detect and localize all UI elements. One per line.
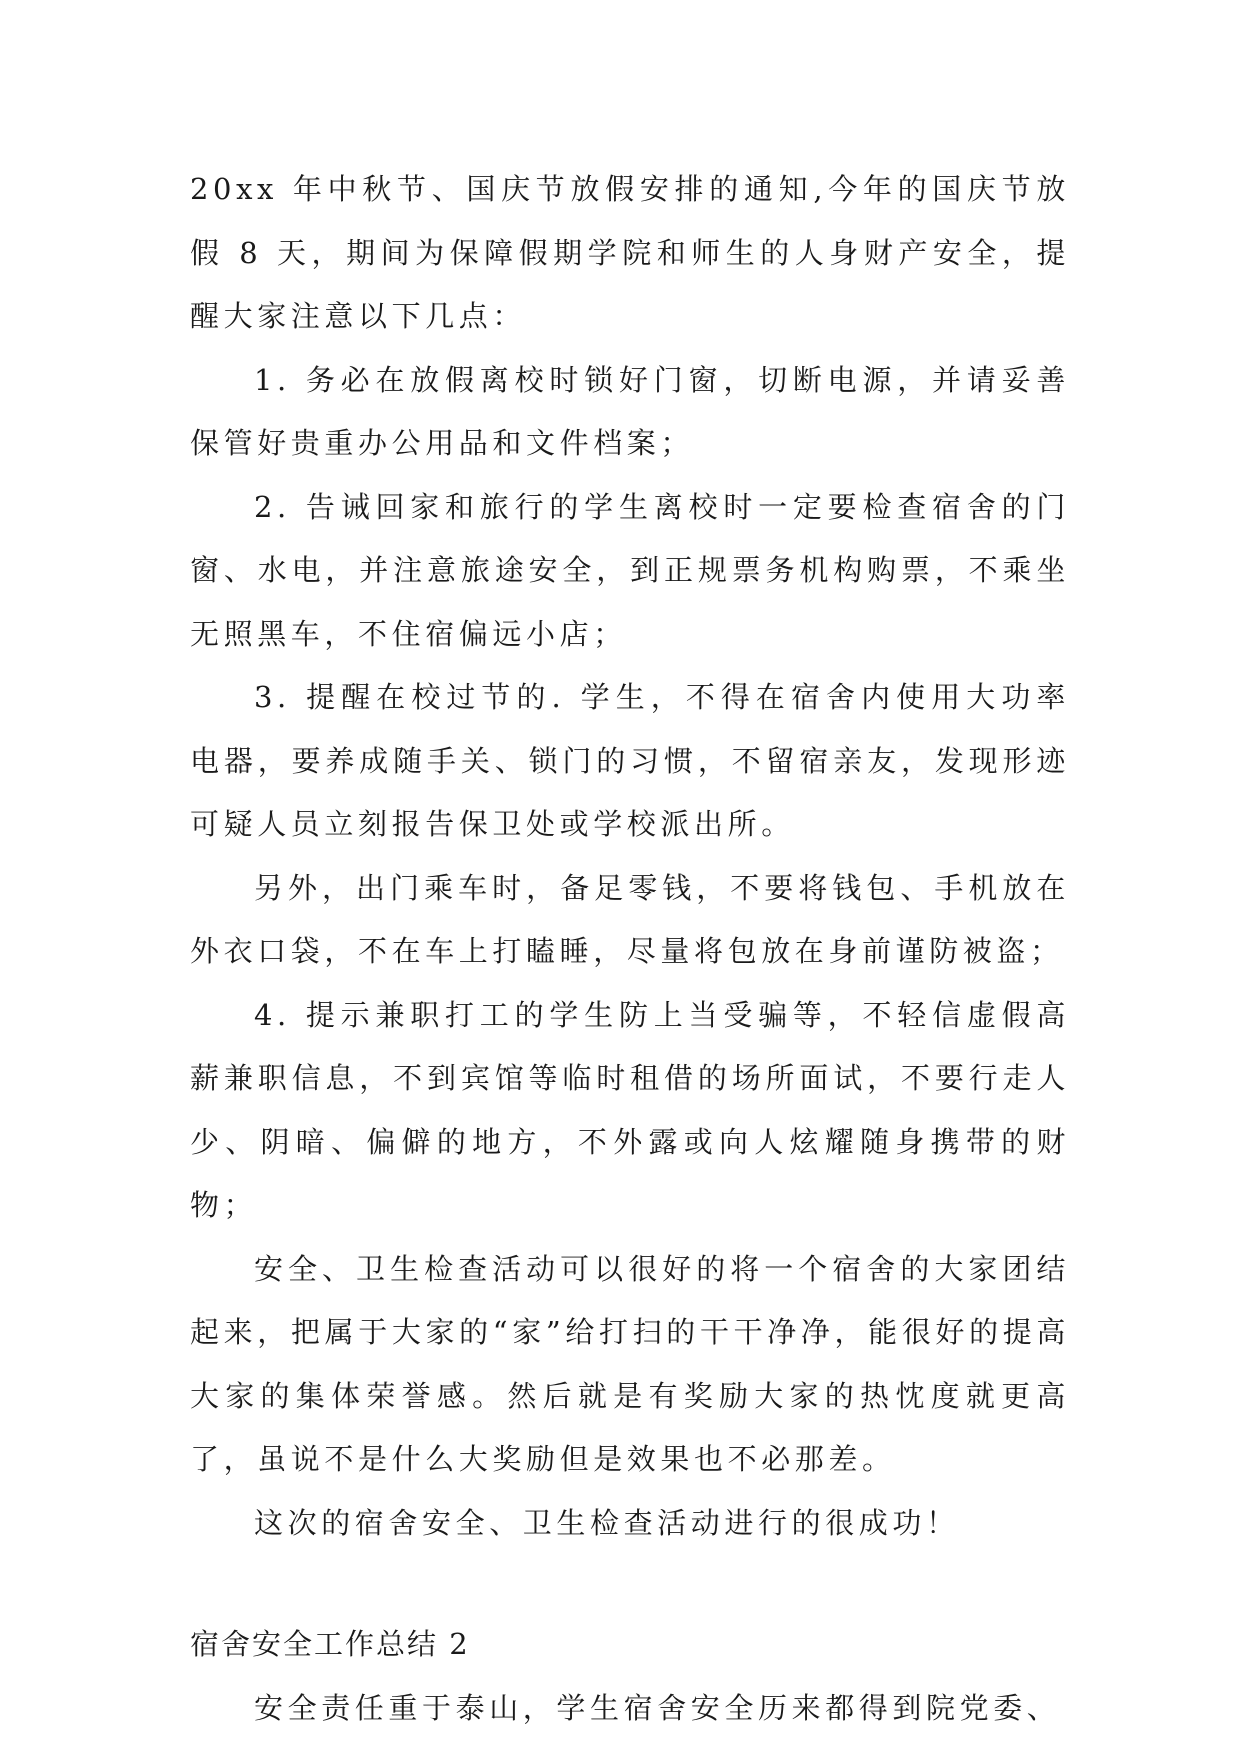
intro-paragraph: 20xx 年中秋节、国庆节放假安排的通知,今年的国庆节放假 8 天，期间为保障假期学院和师生的人身财产安全，提醒大家注意以下几点：	[190, 172, 1070, 333]
list-item-1: 1. 务必在放假离校时锁好门窗，切断电源，并请妥善保管好贵重办公用品和文件档案；	[190, 362, 1070, 460]
section-title: 宿舍安全工作总结 2	[190, 1627, 470, 1661]
inspection-summary-paragraph: 安全、卫生检查活动可以很好的将一个宿舍的大家团结起来，把属于大家的“家”给打扫的干干净净，能很好的提高大家的集体荣誉感。然后就是有奖励大家的热忱度就更高了，虽说不是什么大奖励但是效果也不必那差。	[190, 1251, 1070, 1476]
conclusion-paragraph: 这次的宿舍安全、卫生检查活动进行的很成功！	[254, 1505, 960, 1540]
section-first-paragraph: 安全责任重于泰山，学生宿舍安全历来都得到院党委、	[254, 1690, 1061, 1725]
list-item-4: 4. 提示兼职打工的学生防上当受骗等，不轻信虚假高薪兼职信息，不到宾馆等临时租借的场所面试，不要行走人少、阴暗、偏僻的地方，不外露或向人炫耀随身携带的财物；	[190, 997, 1070, 1222]
additional-note-paragraph: 另外，出门乘车时，备足零钱，不要将钱包、手机放在外衣口袋，不在车上打瞌睡，尽量将包放在身前谨防被盗；	[190, 870, 1070, 968]
document-page	[190, 158, 1070, 1740]
list-item-2: 2. 告诫回家和旅行的学生离校时一定要检查宿舍的门窗、水电，并注意旅途安全，到正规票务机构购票，不乘坐无照黑车，不住宿偏远小店；	[190, 489, 1070, 651]
list-item-3: 3. 提醒在校过节的. 学生，不得在宿舍内使用大功率电器，要养成随手关、锁门的习惯，不留宿亲友，发现形迹可疑人员立刻报告保卫处或学校派出所。	[190, 680, 1070, 841]
